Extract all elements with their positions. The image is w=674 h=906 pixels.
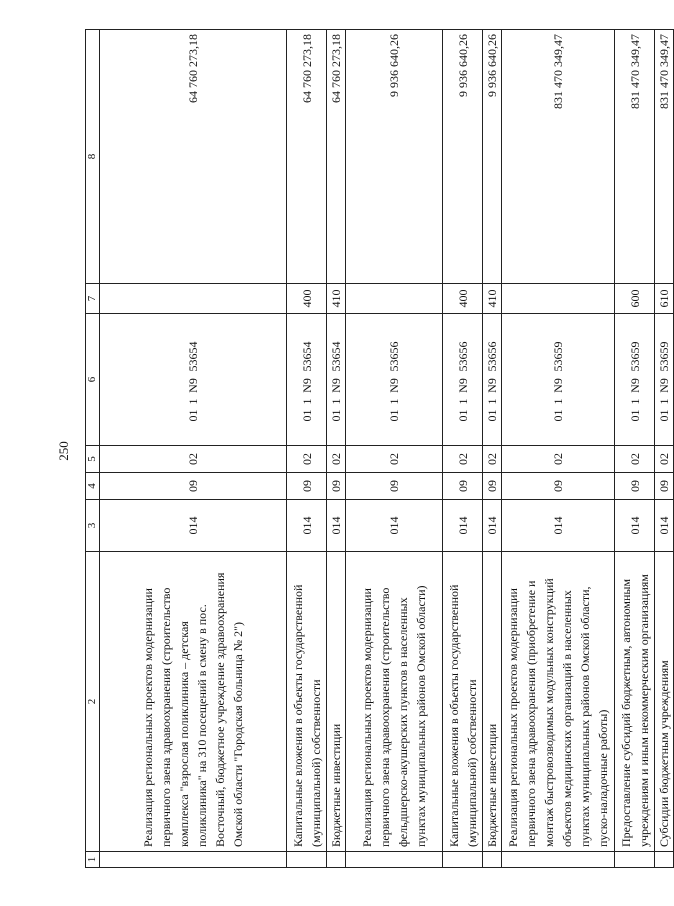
table-row (615, 30, 655, 868)
column-header: 5 (86, 446, 100, 473)
section-code: 09 (327, 473, 346, 500)
section-code: 09 (100, 473, 287, 500)
expense-type-code (100, 284, 287, 314)
item-name: Предоставление субсидий бюджетным, автономным учреждениям и иным некоммерческим организациям (615, 552, 655, 852)
target-article-code (655, 314, 674, 446)
item-name: Реализация региональных проектов модернизации первичного звена здравоохранения (приобретение и монтаж быстровозводимых модульных конструкций объектов медицинских организаций в населенных пунктах муниципальных районов Омской области, пуско-наладочные работы) (502, 552, 615, 852)
section-code: 09 (287, 473, 327, 500)
target-part: 1 (485, 398, 499, 405)
amount-cell: 831 470 349,47 (502, 30, 615, 284)
expense-type-code: 400 (443, 284, 483, 314)
amount-cell: 64 760 273,18 (287, 30, 327, 284)
column-header: 4 (86, 473, 100, 500)
amount-cell: 831 470 349,47 (655, 30, 674, 284)
target-part: N9 (329, 378, 343, 393)
ministry-code: 014 (287, 500, 327, 552)
target-article-code (502, 314, 615, 446)
rotated-table-container (85, 30, 671, 868)
column-header: 6 (86, 314, 100, 446)
table-row (483, 30, 502, 868)
row-number-cell (655, 852, 674, 868)
row-number-cell (287, 852, 327, 868)
target-part: 01 (387, 409, 401, 422)
target-part: 53659 (657, 341, 671, 372)
amount-cell: 64 760 273,18 (100, 30, 287, 284)
table-row (100, 30, 287, 868)
target-part: N9 (657, 378, 671, 393)
expense-type-code: 400 (287, 284, 327, 314)
column-header: 1 (86, 852, 100, 868)
item-name: Бюджетные инвестиции (327, 552, 346, 852)
target-part: 01 (186, 409, 200, 422)
ministry-code: 014 (655, 500, 674, 552)
amount-cell: 9 936 640,26 (483, 30, 502, 284)
item-name: Реализация региональных проектов модернизации первичного звена здравоохранения (строительство комплекса "взрослая поликлиника – детская поликлиника" на 310 посещений в смену в пос. Восточный, бюджетное учреждение здравоохранения Омской области "Городская больница № 2") (100, 552, 287, 852)
row-number-cell (502, 852, 615, 868)
item-name: Капитальные вложения в объекты государственной (муниципальной) собственности (287, 552, 327, 852)
row-number-cell (615, 852, 655, 868)
target-part: N9 (299, 378, 314, 393)
budget-table (85, 29, 674, 868)
target-part: 1 (186, 398, 200, 405)
ministry-code: 014 (100, 500, 287, 552)
ministry-code: 014 (346, 500, 443, 552)
subsection-code: 02 (483, 446, 502, 473)
target-part: 53654 (329, 341, 343, 372)
item-name: Капитальные вложения в объекты государственной (муниципальной) собственности (443, 552, 483, 852)
target-part: 53656 (387, 341, 401, 372)
ministry-code: 014 (615, 500, 655, 552)
amount-cell: 64 760 273,18 (327, 30, 346, 284)
target-part: 1 (387, 398, 401, 405)
column-header: 3 (86, 500, 100, 552)
target-part: 53656 (485, 341, 499, 372)
item-name: Реализация региональных проектов модернизации первичного звена здравоохранения (строительство фельдшерско-акушерских пунктов в населенных пунктах муниципальных районов Омской области) (346, 552, 443, 852)
expense-type-code (502, 284, 615, 314)
target-part: N9 (627, 378, 642, 393)
subsection-code: 02 (615, 446, 655, 473)
row-number-cell (100, 852, 287, 868)
target-article-code (483, 314, 502, 446)
table-row (327, 30, 346, 868)
target-article-code (100, 314, 287, 446)
target-part: 1 (627, 398, 642, 405)
ministry-code: 014 (502, 500, 615, 552)
target-part: 53654 (299, 341, 314, 372)
column-header: 7 (86, 284, 100, 314)
amount-cell: 9 936 640,26 (443, 30, 483, 284)
section-code: 09 (346, 473, 443, 500)
subsection-code: 02 (655, 446, 674, 473)
row-number-cell (346, 852, 443, 868)
subsection-code: 02 (287, 446, 327, 473)
page-number: 250 (56, 441, 71, 461)
table-row (287, 30, 327, 868)
amount-cell: 9 936 640,26 (346, 30, 443, 284)
target-part: N9 (387, 378, 401, 393)
target-article-code (287, 314, 327, 446)
column-header: 2 (86, 552, 100, 852)
target-article-code (443, 314, 483, 446)
target-part: 1 (299, 398, 314, 405)
expense-type-code: 410 (483, 284, 502, 314)
section-code: 09 (615, 473, 655, 500)
ministry-code: 014 (327, 500, 346, 552)
target-article-code (615, 314, 655, 446)
target-part: 01 (299, 409, 314, 422)
target-part: N9 (186, 378, 200, 393)
target-part: 01 (455, 409, 470, 422)
row-number-cell (483, 852, 502, 868)
target-part: 53659 (627, 341, 642, 372)
subsection-code: 02 (327, 446, 346, 473)
subsection-code: 02 (346, 446, 443, 473)
ministry-code: 014 (443, 500, 483, 552)
amount-cell: 831 470 349,47 (615, 30, 655, 284)
section-code: 09 (443, 473, 483, 500)
target-part: 53659 (551, 341, 565, 372)
ministry-code: 014 (483, 500, 502, 552)
target-part: 01 (627, 409, 642, 422)
target-part: 01 (485, 409, 499, 422)
column-header: 8 (86, 30, 100, 284)
subsection-code: 02 (100, 446, 287, 473)
target-part: 53656 (455, 341, 470, 372)
subsection-code: 02 (502, 446, 615, 473)
section-code: 09 (655, 473, 674, 500)
table-row (655, 30, 674, 868)
subsection-code: 02 (443, 446, 483, 473)
target-part: 53654 (186, 341, 200, 372)
target-part: N9 (551, 378, 565, 393)
target-article-code (346, 314, 443, 446)
target-part: N9 (455, 378, 470, 393)
target-part: 01 (657, 409, 671, 422)
expense-type-code: 410 (327, 284, 346, 314)
expense-type-code: 610 (655, 284, 674, 314)
item-name: Бюджетные инвестиции (483, 552, 502, 852)
row-number-cell (327, 852, 346, 868)
section-code: 09 (502, 473, 615, 500)
target-article-code (327, 314, 346, 446)
expense-type-code (346, 284, 443, 314)
table-row (502, 30, 615, 868)
table-row (443, 30, 483, 868)
table-row (346, 30, 443, 868)
target-part: N9 (485, 378, 499, 393)
target-part: 1 (657, 398, 671, 405)
target-part: 1 (455, 398, 470, 405)
row-number-cell (443, 852, 483, 868)
target-part: 01 (329, 409, 343, 422)
target-part: 1 (329, 398, 343, 405)
section-code: 09 (483, 473, 502, 500)
target-part: 01 (551, 409, 565, 422)
expense-type-code: 600 (615, 284, 655, 314)
target-part: 1 (551, 398, 565, 405)
item-name: Субсидии бюджетным учреждениям (655, 552, 674, 852)
column-number-row (86, 30, 100, 868)
